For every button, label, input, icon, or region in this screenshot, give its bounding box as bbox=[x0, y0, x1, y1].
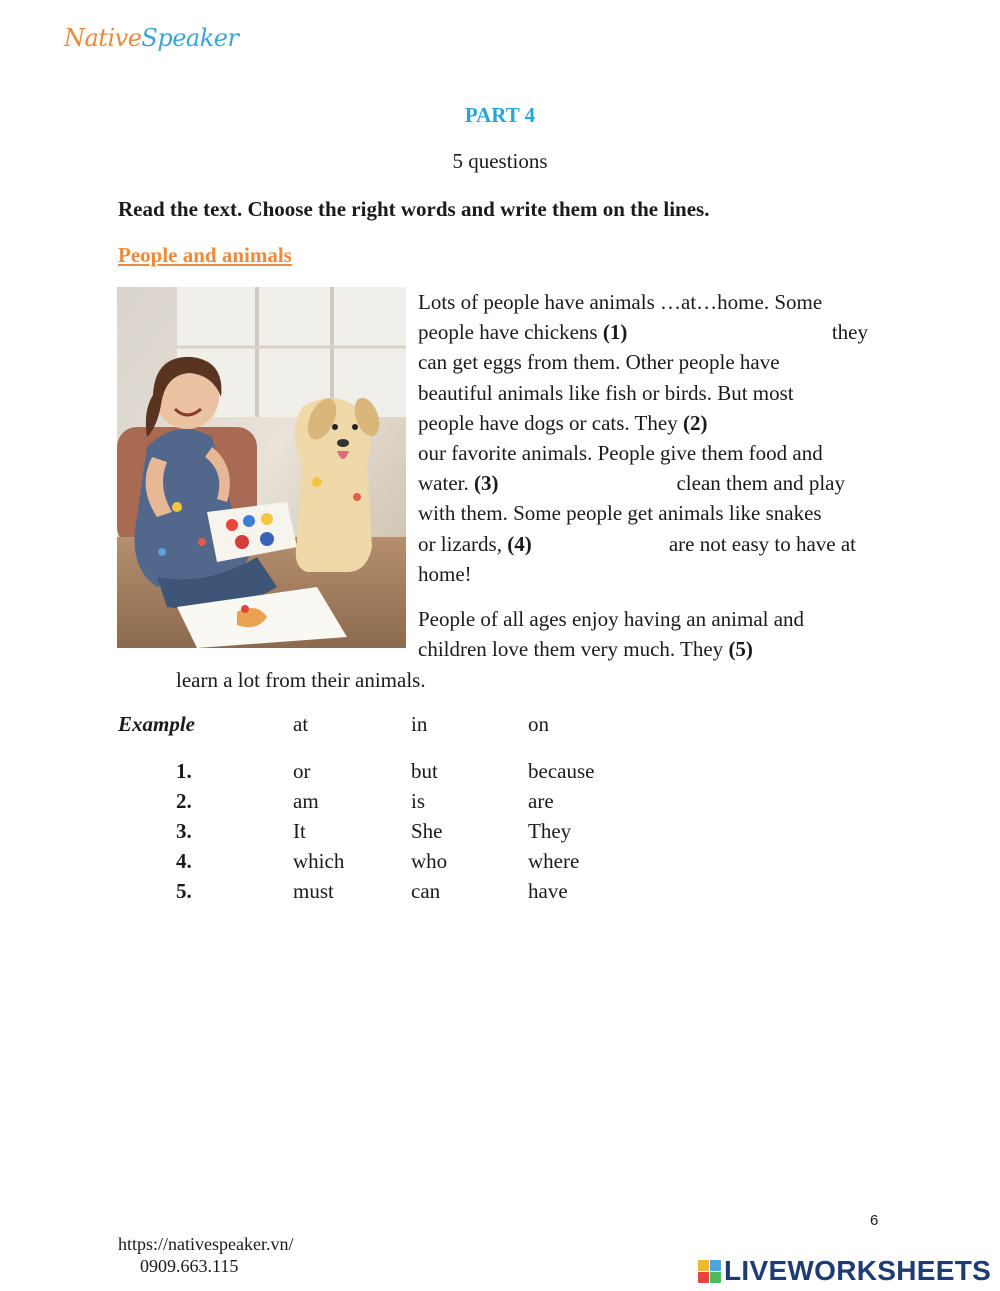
option-word[interactable]: who bbox=[411, 849, 448, 873]
passage-line bbox=[418, 347, 878, 377]
blank-1-number: (1) bbox=[602, 320, 628, 345]
option-word[interactable]: where bbox=[528, 849, 580, 873]
option-word[interactable]: because bbox=[528, 759, 595, 783]
passage-paragraph-2 bbox=[418, 604, 878, 664]
blank-5-number: (5) bbox=[728, 637, 753, 662]
question-number: 3. bbox=[176, 819, 192, 843]
question-number: 5. bbox=[176, 879, 192, 903]
passage-line bbox=[418, 317, 878, 347]
passage-text: are not easy to have at bbox=[668, 531, 856, 556]
passage-text: or lizards, bbox=[418, 531, 508, 556]
passage-line bbox=[418, 408, 878, 438]
passage-text: beautiful animals like fish or birds. But most bbox=[418, 380, 794, 405]
option-word: at bbox=[293, 712, 309, 736]
part-title: PART 4 bbox=[464, 103, 536, 127]
passage-text: home! bbox=[418, 561, 472, 586]
option-word[interactable]: She bbox=[411, 819, 443, 843]
passage-line bbox=[418, 438, 878, 468]
passage-line bbox=[418, 559, 878, 589]
passage-line bbox=[418, 287, 878, 317]
passage-last-line: learn a lot from their animals. bbox=[176, 668, 426, 692]
question-number: 4. bbox=[176, 849, 192, 873]
passage-text: People of all ages enjoy having an animal and bbox=[418, 607, 805, 631]
logo-text-native: Native bbox=[64, 24, 142, 52]
passage-text: Lots of people have animals …at…home. Some bbox=[418, 290, 823, 314]
questions-count: 5 questions bbox=[452, 149, 548, 173]
footer-url: https://nativespeaker.vn/ bbox=[118, 1234, 294, 1254]
blank-2-number: (2) bbox=[682, 410, 708, 435]
blank-4-number: (4) bbox=[507, 531, 532, 556]
passage-text: clean them and play bbox=[676, 471, 845, 496]
option-word[interactable]: can bbox=[411, 879, 441, 903]
option-word[interactable]: It bbox=[293, 819, 306, 843]
passage-line bbox=[418, 468, 878, 498]
option-word: on bbox=[528, 712, 549, 736]
option-word[interactable]: but bbox=[411, 759, 438, 783]
passage-text: with them. Some people get animals like snakes bbox=[418, 501, 822, 526]
passage-text: people have dogs or cats. They bbox=[418, 410, 683, 435]
passage-paragraph-1 bbox=[418, 287, 878, 589]
question-number: 1. bbox=[176, 759, 192, 783]
passage-text: our favorite animals. People give them food and bbox=[418, 440, 823, 465]
liveworksheets-text: LIVEWORKSHEETS bbox=[724, 1255, 992, 1286]
footer-phone: 0909.663.115 bbox=[140, 1256, 239, 1276]
option-word[interactable]: must bbox=[293, 879, 334, 903]
blank-3-number: (3) bbox=[473, 471, 499, 496]
passage-line bbox=[418, 634, 878, 664]
option-word[interactable]: is bbox=[411, 789, 426, 813]
option-word[interactable]: have bbox=[528, 879, 568, 903]
story-title: People and animals bbox=[118, 243, 292, 267]
passage-line bbox=[418, 604, 878, 634]
option-word[interactable]: are bbox=[528, 789, 554, 813]
option-word: in bbox=[411, 712, 428, 736]
option-word[interactable]: am bbox=[293, 789, 319, 813]
passage-text: water. bbox=[418, 471, 474, 496]
girl-and-dog-illustration bbox=[117, 287, 406, 648]
option-word[interactable]: They bbox=[528, 819, 572, 843]
passage-text: they bbox=[831, 320, 868, 345]
native-speaker-logo bbox=[64, 24, 238, 52]
passage-line bbox=[418, 529, 878, 559]
option-word[interactable]: which bbox=[293, 849, 345, 873]
instruction-text: Read the text. Choose the right words and write them on the lines. bbox=[118, 197, 710, 221]
passage-line bbox=[418, 378, 878, 408]
example-label: Example bbox=[118, 712, 195, 736]
passage-text: people have chickens bbox=[418, 320, 603, 345]
option-word[interactable]: or bbox=[293, 759, 311, 783]
logo-text-speaker: Speaker bbox=[141, 24, 239, 52]
question-number: 2. bbox=[176, 789, 192, 813]
liveworksheets-watermark bbox=[698, 1256, 991, 1286]
passage-line bbox=[418, 498, 878, 528]
liveworksheets-logo-icon bbox=[698, 1260, 721, 1283]
passage-text: can get eggs from them. Other people have bbox=[418, 350, 780, 375]
page-number: 6 bbox=[870, 1212, 879, 1229]
passage-text: children love them very much. They bbox=[418, 637, 729, 662]
